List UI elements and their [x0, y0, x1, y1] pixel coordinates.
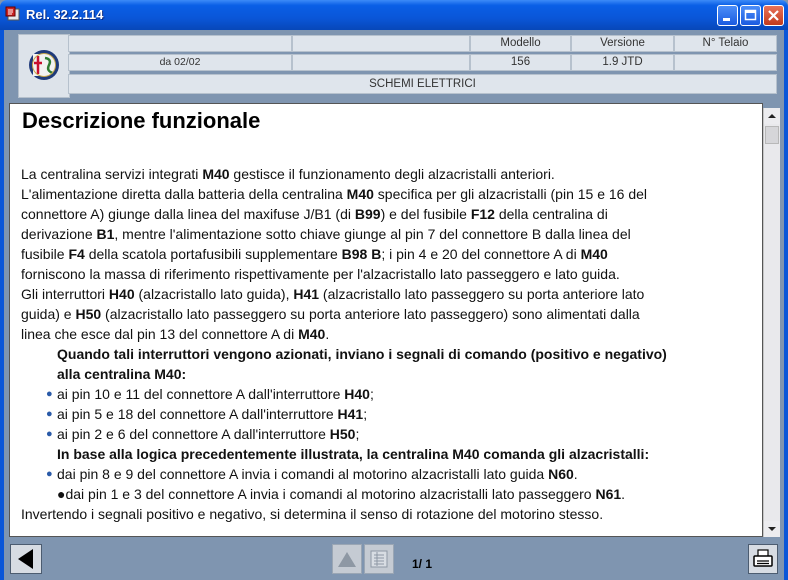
component-code: H40: [108, 286, 135, 302]
paragraph-line: [21, 244, 756, 264]
bullet-item: [21, 484, 756, 504]
bullet-icon: ●: [46, 388, 53, 400]
text-segment: linea che esce dal pin 13 del connettore A di: [21, 326, 299, 342]
section-heading: [21, 344, 756, 364]
text-segment: In base alla logica precedentemente illustrata, la centralina M40 comanda gli alzacristalli:: [57, 446, 650, 462]
chassis-value: [674, 54, 777, 71]
bullet-item: [21, 424, 756, 444]
text-segment: .: [621, 486, 626, 502]
paragraph-line: [21, 504, 756, 524]
text-segment: guida) e: [21, 306, 76, 322]
paragraph-line: [21, 264, 756, 284]
text-segment: (alzacristallo lato passeggero su porta anteriore lato passeggero) sono alimentati dalla: [101, 306, 640, 322]
bottom-toolbar: [4, 538, 784, 580]
text-segment: ;: [369, 386, 374, 402]
text-segment: Invertendo i segnali positivo e negativo, si determina il senso di rotazione del motorino stesso.: [21, 506, 604, 522]
component-code: H41: [293, 286, 320, 302]
up-button[interactable]: [332, 544, 362, 574]
bullet-item: [21, 384, 756, 404]
model-value: 156: [470, 54, 571, 71]
list-button[interactable]: [364, 544, 394, 574]
window-frame-right: [784, 30, 788, 580]
component-code: H40: [344, 386, 370, 402]
bullet-icon: ●: [57, 486, 66, 502]
paragraph-line: [21, 304, 756, 324]
text-segment: Gli interruttori: [21, 286, 109, 302]
text-segment: Quando tali interruttori vengono azionati, inviano i segnali di comando (positivo e negativo): [57, 346, 667, 362]
text-segment: (alzacristallo lato guida),: [134, 286, 294, 302]
paragraph-line: [21, 204, 756, 224]
vehicle-header: [4, 30, 784, 102]
component-code: B98 B: [341, 246, 382, 262]
text-segment: gestisce il funzionamento degli alzacristalli anteriori.: [229, 166, 555, 182]
section-heading: [21, 364, 756, 384]
text-segment: L'alimentazione diretta dalla batteria della centralina: [21, 186, 347, 202]
bullet-icon: ●: [46, 468, 53, 480]
text-segment: ai pin 10 e 11 del connettore A dall'interruttore: [57, 386, 345, 402]
scroll-up-button[interactable]: [764, 108, 780, 124]
component-code: M40: [202, 166, 230, 182]
section-title: SCHEMI ELETTRICI: [68, 74, 777, 94]
minimize-button[interactable]: [717, 5, 738, 26]
paragraph-line: [21, 284, 756, 304]
text-segment: .: [573, 466, 578, 482]
component-code: B99: [354, 206, 381, 222]
text-segment: della centralina di: [494, 206, 608, 222]
text-segment: fusibile: [21, 246, 69, 262]
bullet-icon: ●: [46, 408, 53, 420]
document-content: [9, 103, 763, 537]
text-segment: ; i pin 4 e 20 del connettore A di: [381, 246, 581, 262]
header-cell-empty-2: [292, 35, 470, 52]
component-code: M40: [346, 186, 374, 202]
text-segment: .: [325, 326, 330, 342]
document-title: Descrizione funzionale: [22, 108, 261, 133]
text-segment: La centralina servizi integrati: [21, 166, 203, 182]
paragraph-line: [21, 184, 756, 204]
page-indicator: 1/ 1: [412, 557, 433, 571]
back-button[interactable]: [10, 544, 42, 574]
component-code: F4: [68, 246, 85, 262]
text-segment: ;: [355, 426, 360, 442]
text-segment: specifica per gli alzacristalli (pin 15 e 16 del: [373, 186, 648, 202]
bullet-item: [21, 464, 756, 484]
text-segment: derivazione: [21, 226, 97, 242]
text-segment: della scatola portafusibili supplementare: [84, 246, 342, 262]
window-title: Rel. 32.2.114: [26, 7, 104, 22]
bullet-icon: ●: [46, 428, 53, 440]
model-label: Modello: [470, 35, 571, 52]
component-code: N60: [548, 466, 574, 482]
paragraph-line: [21, 224, 756, 244]
close-button[interactable]: [763, 5, 784, 26]
paragraph-line: [21, 324, 756, 344]
component-code: M40: [298, 326, 326, 342]
bullet-item: [21, 404, 756, 424]
component-code: H50: [75, 306, 102, 322]
component-code: N61: [595, 486, 622, 502]
date-value: da 02/02: [68, 54, 292, 71]
header-cell-empty-3: [292, 54, 470, 71]
text-segment: connettore A) giunge dalla linea del maxifuse J/B1 (di: [21, 206, 355, 222]
logo-box: [18, 34, 70, 98]
text-segment: , mentre l'alimentazione sotto chiave giunge al pin 7 del connettore B dalla linea del: [114, 226, 631, 242]
scrollbar-thumb[interactable]: [765, 126, 779, 144]
version-label: Versione: [571, 35, 674, 52]
paragraph-line: [21, 164, 756, 184]
component-code: F12: [470, 206, 495, 222]
component-code: H50: [329, 426, 356, 442]
component-code: B1: [96, 226, 115, 242]
maximize-button[interactable]: [740, 5, 761, 26]
print-button[interactable]: [748, 544, 778, 574]
window-frame-left: [0, 30, 4, 580]
text-segment: ai pin 5 e 18 del connettore A dall'interruttore: [57, 406, 338, 422]
text-segment: ) e del fusibile: [380, 206, 471, 222]
text-segment: dai pin 1 e 3 del connettore A invia i comandi al motorino alzacristalli lato passeggero: [65, 486, 596, 502]
text-segment: ;: [363, 406, 368, 422]
document-body: [21, 164, 756, 524]
vertical-scrollbar[interactable]: [763, 108, 780, 537]
text-segment: alla centralina M40:: [57, 366, 187, 382]
text-segment: forniscono la massa di riferimento rispettivamente per l'alzacristallo lato passeggero e lato guida.: [21, 266, 620, 282]
text-segment: (alzacristallo lato passeggero su porta anteriore lato: [319, 286, 645, 302]
brand-logo-icon: [28, 49, 60, 86]
section-heading: [21, 444, 756, 464]
text-segment: ai pin 2 e 6 del connettore A dall'interruttore: [57, 426, 330, 442]
title-bar[interactable]: [0, 0, 788, 30]
header-cell-empty-1: [68, 35, 292, 52]
scroll-down-button[interactable]: [764, 521, 780, 537]
component-code: M40: [580, 246, 608, 262]
text-segment: dai pin 8 e 9 del connettore A invia i comandi al motorino alzacristalli lato guida: [57, 466, 549, 482]
version-value: 1.9 JTD: [571, 54, 674, 71]
component-code: H41: [337, 406, 364, 422]
app-icon: [5, 6, 22, 23]
chassis-label: N° Telaio: [674, 35, 777, 52]
